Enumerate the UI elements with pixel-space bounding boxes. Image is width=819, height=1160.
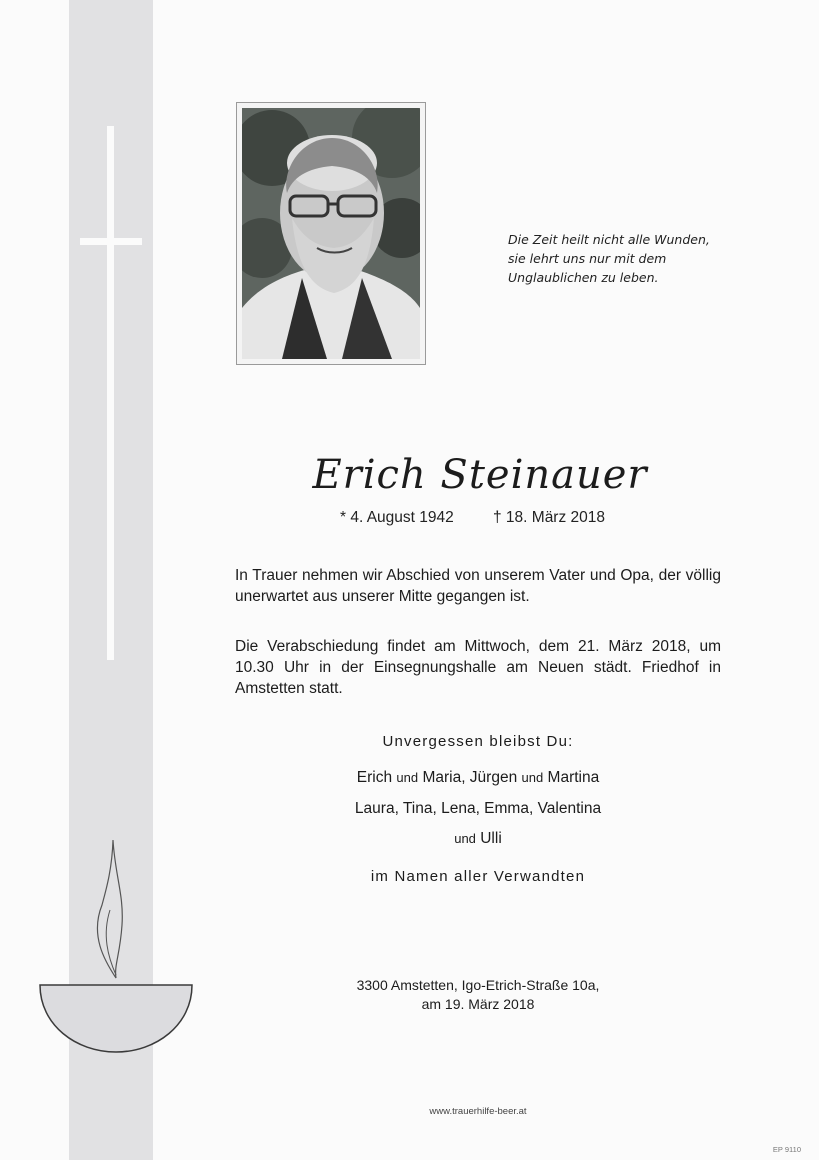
conjunction: und [454, 831, 476, 846]
mourners-line: Laura, Tina, Lena, Emma, Valentina [354, 800, 602, 817]
conjunction: und [521, 770, 544, 785]
cross-bar [80, 238, 142, 245]
portrait-frame [236, 102, 426, 365]
birth-date: * 4. August 1942 [340, 509, 454, 526]
address-line: 3300 Amstetten, Igo-Etrich-Straße 10a, [356, 977, 600, 993]
quote-line: sie lehrt uns nur mit dem [508, 251, 667, 266]
death-date: † 18. März 2018 [493, 509, 606, 526]
mourner-name: Martina [547, 769, 600, 786]
mourners-line [235, 830, 721, 848]
quote-line: Die Zeit heilt nicht alle Wunden, [508, 232, 710, 247]
address-date: am 19. März 2018 [421, 996, 535, 1012]
mourner-name: Maria, Jürgen [422, 769, 518, 786]
candle-bowl-icon [36, 835, 196, 1060]
memorial-quote [508, 230, 748, 287]
website-link[interactable]: www.trauerhilfe-beer.at [429, 1106, 527, 1117]
mourner-name: Ulli [480, 830, 502, 847]
mourners-line [235, 769, 721, 787]
conjunction: und [396, 770, 419, 785]
mourner-name: Erich [356, 769, 393, 786]
deceased-name: Erich Steinauer [312, 452, 648, 498]
portrait-photo [242, 108, 420, 359]
cross-icon [107, 126, 114, 660]
quote-line: Unglaublichen zu leben. [508, 270, 659, 285]
document-code: EP 9110 [772, 1145, 801, 1154]
relatives-closing: im Namen aller Verwandten [370, 868, 586, 885]
mourners-heading: Unvergessen bleibst Du: [382, 733, 574, 750]
ceremony-paragraph: Die Verabschiedung findet am Mittwoch, dem 21. März 2018, um 10.30 Uhr in der Einsegnungshalle am Neuen städt. Friedhof in Amstetten statt. [235, 638, 721, 697]
mourning-paragraph: In Trauer nehmen wir Abschied von unserem Vater und Opa, der völlig unerwartet aus unserer Mitte gegangen ist. [235, 567, 721, 605]
